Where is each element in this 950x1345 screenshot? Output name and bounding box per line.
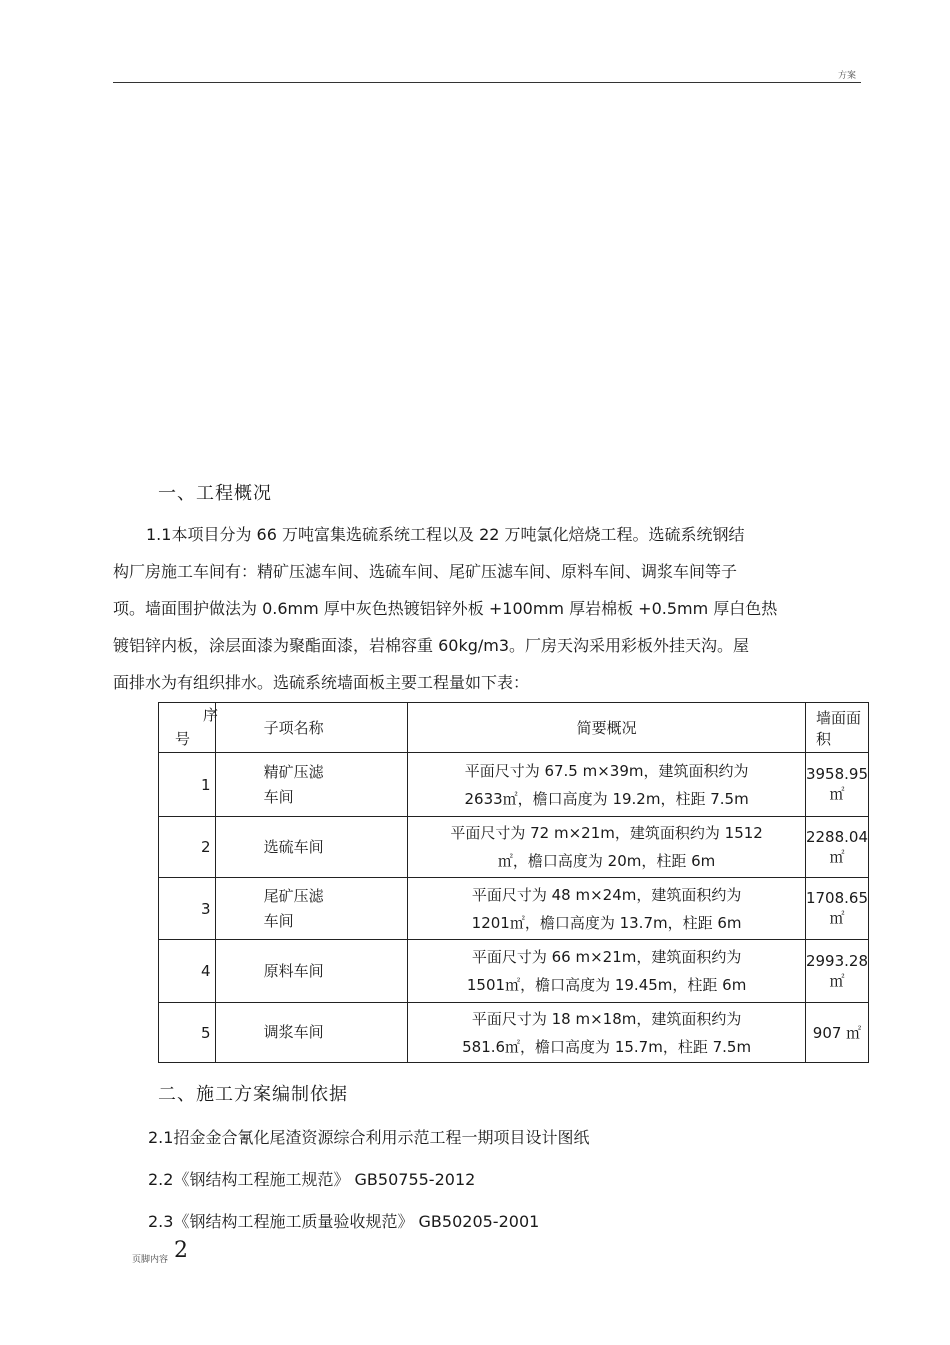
row-name bbox=[215, 753, 408, 817]
row-name-line: 调浆车间 bbox=[263, 1023, 324, 1041]
row-desc-line: 1501㎡，檐口高度为 19.45m，柱距 6m bbox=[466, 976, 747, 994]
row-desc bbox=[408, 940, 806, 1003]
row-area: 907 ㎡ bbox=[805, 1003, 868, 1063]
row-desc-line: 平面尺寸为 48 m×24m，建筑面积约为 bbox=[471, 885, 742, 904]
workshop-quantity-table bbox=[158, 702, 869, 1063]
table-row bbox=[159, 878, 869, 940]
row-number: 4 bbox=[159, 940, 216, 1003]
row-area: 1708.65 ㎡ bbox=[805, 878, 868, 940]
row-desc-line: 平面尺寸为 66 m×21m，建筑面积约为 bbox=[471, 948, 742, 966]
row-desc bbox=[408, 817, 806, 878]
row-number: 2 bbox=[159, 817, 216, 878]
list-item: 2.2《钢结构工程施工规范》 GB50755-2012 bbox=[148, 1170, 476, 1189]
row-name-line: 车间 bbox=[263, 787, 294, 806]
header-divider bbox=[113, 82, 861, 83]
row-desc-line: ㎡，檐口高度为 20m，柱距 6m bbox=[497, 852, 716, 870]
header-name: 子项名称 bbox=[215, 703, 408, 753]
header-desc: 简要概况 bbox=[408, 703, 806, 753]
table-header-row bbox=[159, 703, 869, 753]
header-seq-top: 序 bbox=[203, 705, 219, 724]
row-area: 2993.28 ㎡ bbox=[805, 940, 868, 1003]
row-number: 1 bbox=[159, 753, 216, 817]
table-row bbox=[159, 753, 869, 817]
paragraph-line: 构厂房施工车间有：精矿压滤车间、选硫车间、尾矿压滤车间、原料车间、调浆车间等子 bbox=[113, 562, 738, 581]
row-name bbox=[215, 878, 408, 940]
header-seq bbox=[159, 703, 219, 753]
row-name-line: 精矿压滤 bbox=[263, 762, 324, 781]
section-2-title: 二、施工方案编制依据 bbox=[158, 1084, 348, 1105]
header-area: 墙面面积 bbox=[805, 703, 868, 753]
row-name bbox=[215, 940, 408, 1003]
row-desc bbox=[408, 1003, 806, 1063]
section-1-title: 一、工程概况 bbox=[158, 483, 272, 504]
row-desc-line: 1201㎡，檐口高度为 13.7m，柱距 6m bbox=[471, 913, 742, 932]
header-label: 方案 bbox=[838, 71, 857, 81]
paragraph-line: 项。墙面围护做法为 0.6mm 厚中灰色热镀铝锌外板 +100mm 厚岩棉板 +0.5mm 厚白色热 bbox=[113, 599, 778, 618]
row-name-line: 原料车间 bbox=[263, 961, 324, 980]
row-desc bbox=[408, 878, 806, 940]
page-number: 2 bbox=[174, 1238, 188, 1263]
row-number: 5 bbox=[159, 1003, 216, 1063]
row-name-line: 车间 bbox=[263, 911, 294, 930]
row-name bbox=[215, 817, 408, 878]
table-row bbox=[159, 1003, 869, 1063]
list-item: 2.3《钢结构工程施工质量验收规范》 GB50205-2001 bbox=[148, 1212, 540, 1231]
paragraph-line: 镀铝锌内板，涂层面漆为聚酯面漆，岩棉容重 60kg/m3。厂房天沟采用彩板外挂天沟。屋 bbox=[113, 636, 750, 655]
header-seq-bottom: 号 bbox=[175, 729, 191, 748]
row-name-line: 选硫车间 bbox=[263, 837, 324, 856]
row-desc bbox=[408, 753, 806, 817]
row-desc-line: 平面尺寸为 18 m×18m，建筑面积约为 bbox=[471, 1009, 742, 1028]
row-number: 3 bbox=[159, 878, 216, 940]
row-name-line: 尾矿压滤 bbox=[263, 886, 324, 905]
row-area: 2288.04 ㎡ bbox=[805, 817, 868, 878]
table-row bbox=[159, 940, 869, 1003]
row-desc-line: 2633㎡，檐口高度为 19.2m，柱距 7.5m bbox=[464, 789, 749, 808]
paragraph-line: 1.1本项目分为 66 万吨富集选硫系统工程以及 22 万吨氯化焙烧工程。选硫系统钢结 bbox=[146, 525, 745, 544]
row-area: 3958.95 ㎡ bbox=[805, 753, 868, 817]
paragraph-line: 面排水为有组织排水。选硫系统墙面板主要工程量如下表： bbox=[113, 673, 530, 692]
footer-label: 页脚内容 bbox=[132, 1255, 169, 1265]
row-desc-line: 平面尺寸为 67.5 m×39m，建筑面积约为 bbox=[464, 761, 749, 780]
list-item: 2.1招金金合氰化尾渣资源综合利用示范工程一期项目设计图纸 bbox=[148, 1128, 590, 1147]
row-desc-line: 581.6㎡，檐口高度为 15.7m，柱距 7.5m bbox=[462, 1037, 752, 1056]
table-row bbox=[159, 817, 869, 878]
row-name bbox=[215, 1003, 408, 1063]
row-desc-line: 平面尺寸为 72 m×21m，建筑面积约为 1512 bbox=[450, 824, 763, 842]
